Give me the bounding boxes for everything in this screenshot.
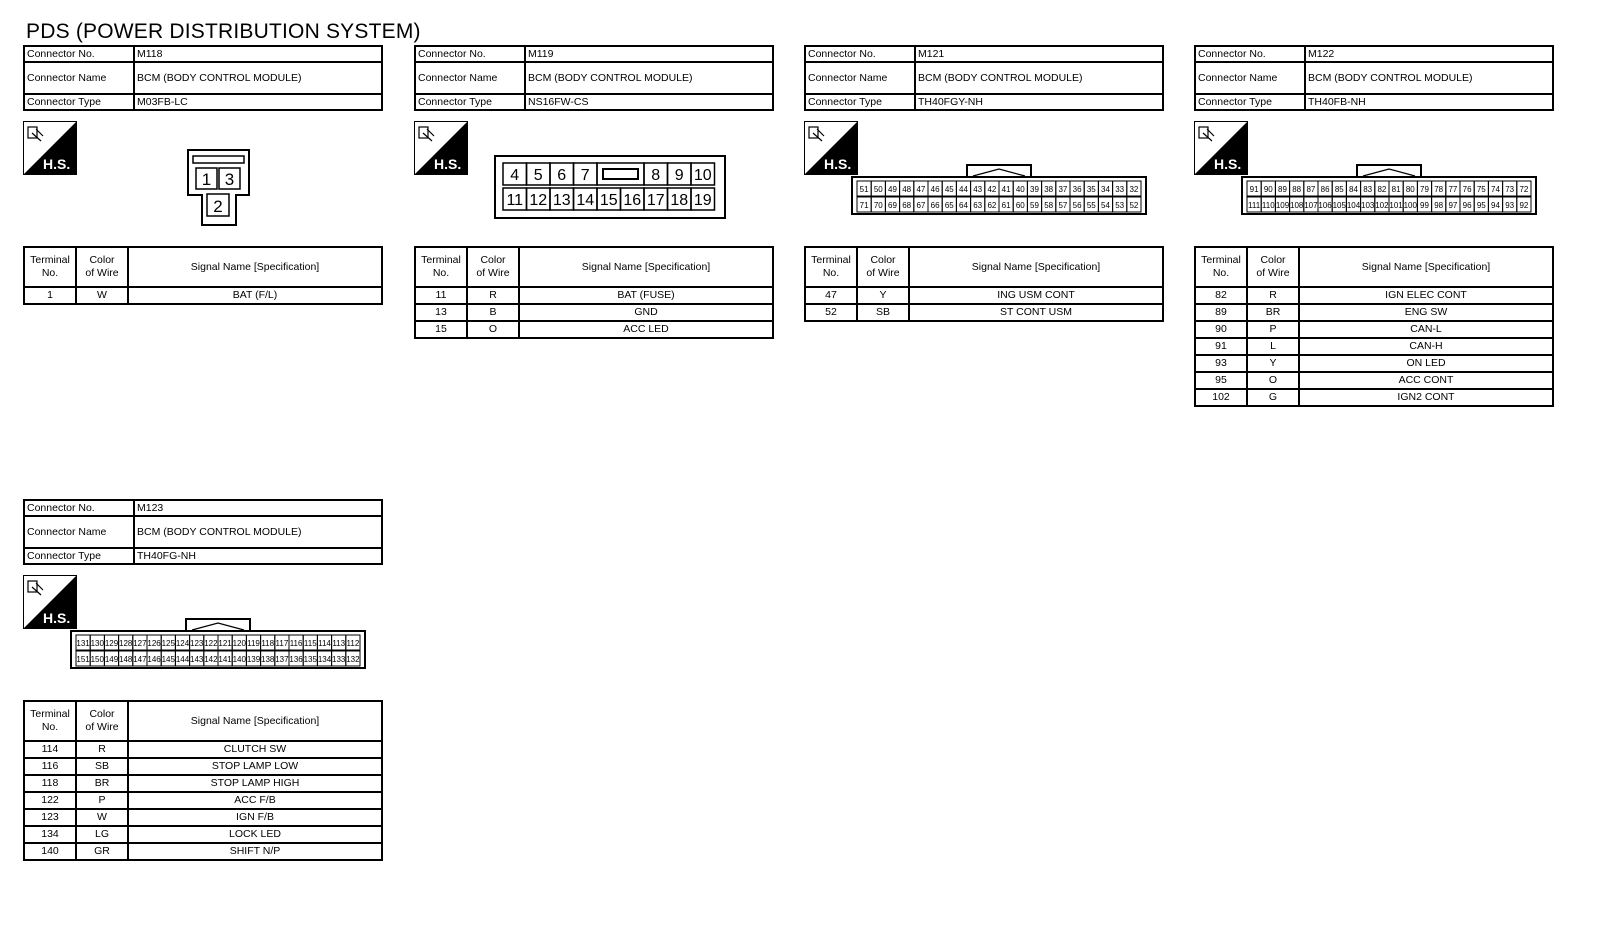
pin-number: 109 bbox=[1275, 201, 1290, 210]
page-title: PDS (POWER DISTRIBUTION SYSTEM) bbox=[26, 20, 421, 43]
pin-number: 49 bbox=[888, 185, 897, 194]
pin-number: 120 bbox=[232, 639, 246, 648]
connector-type-label: Connector Type bbox=[415, 94, 525, 110]
pin-number: 32 bbox=[1129, 185, 1139, 194]
pin-number: 131 bbox=[76, 639, 90, 648]
pin-number: 38 bbox=[1044, 185, 1054, 194]
pin-number: 40 bbox=[1015, 185, 1025, 194]
connector-block-m118 bbox=[23, 45, 383, 301]
connector-no-label: Connector No. bbox=[1195, 46, 1305, 62]
pin-number: 74 bbox=[1491, 185, 1500, 194]
pin-number: 56 bbox=[1072, 201, 1082, 210]
pin-number: 86 bbox=[1320, 185, 1330, 194]
pin-number: 52 bbox=[1129, 201, 1139, 210]
pin-number: 73 bbox=[1505, 185, 1515, 194]
hs-label: H.S. bbox=[434, 156, 462, 172]
table-row: 102 G IGN2 CONT bbox=[1195, 389, 1553, 406]
connector-type-value: TH40FGY-NH bbox=[915, 94, 1163, 110]
pin-number: 106 bbox=[1318, 201, 1332, 210]
pin-number: 138 bbox=[261, 655, 275, 664]
pin-number: 78 bbox=[1434, 185, 1444, 194]
pin-number: 18 bbox=[670, 192, 689, 209]
pin-number: 66 bbox=[930, 201, 940, 210]
pin-number: 19 bbox=[693, 192, 712, 209]
pin-number: 8 bbox=[651, 167, 661, 184]
connector-info-table bbox=[23, 499, 383, 565]
pin-number: 129 bbox=[104, 639, 119, 648]
pin-number: 57 bbox=[1058, 201, 1068, 210]
pin-number: 146 bbox=[147, 655, 161, 664]
connector-name-label: Connector Name bbox=[24, 62, 134, 94]
pin-number: 82 bbox=[1377, 185, 1387, 194]
pin-number: 107 bbox=[1304, 201, 1318, 210]
connector-no-value: M121 bbox=[915, 46, 1163, 62]
pin-number: 44 bbox=[959, 185, 968, 194]
pin-number: 140 bbox=[232, 655, 246, 664]
connector-no-value: M118 bbox=[134, 46, 382, 62]
pin-number: 134 bbox=[317, 655, 332, 664]
connector-face-m121 bbox=[851, 163, 1147, 215]
pin-number: 108 bbox=[1290, 201, 1304, 210]
connector-type-label: Connector Type bbox=[24, 94, 134, 110]
svg-text:1: 1 bbox=[201, 170, 212, 189]
pin-number: 34 bbox=[1101, 185, 1110, 194]
table-row: 123 W IGN F/B bbox=[24, 809, 382, 826]
pin-number: 113 bbox=[332, 639, 346, 648]
pin-number: 51 bbox=[859, 185, 869, 194]
pin-number: 133 bbox=[332, 655, 346, 664]
pin-number: 85 bbox=[1334, 185, 1344, 194]
pin-number: 116 bbox=[289, 639, 303, 648]
connector-type-label: Connector Type bbox=[805, 94, 915, 110]
pin-number: 114 bbox=[318, 639, 331, 648]
table-row: 52 SB ST CONT USM bbox=[805, 304, 1163, 321]
connector-face-m119 bbox=[494, 155, 726, 219]
pin-number: 55 bbox=[1086, 201, 1096, 210]
pin-number: 136 bbox=[289, 655, 303, 664]
table-row: 122 P ACC F/B bbox=[24, 792, 382, 809]
table-row: 134 LG LOCK LED bbox=[24, 826, 382, 843]
pin-number: 128 bbox=[119, 639, 133, 648]
pin-number: 80 bbox=[1405, 185, 1415, 194]
table-row: 15 O ACC LED bbox=[415, 321, 773, 338]
connector-info-table bbox=[804, 45, 1164, 111]
pin-number: 65 bbox=[944, 201, 954, 210]
color-header: Color of Wire bbox=[1247, 247, 1299, 287]
pin-number: 43 bbox=[973, 185, 983, 194]
harness-side-icon bbox=[1194, 121, 1248, 175]
pin-number: 48 bbox=[902, 185, 912, 194]
connector-face-m118 bbox=[187, 149, 251, 227]
pin-number: 79 bbox=[1420, 185, 1429, 194]
table-row: 90 P CAN-L bbox=[1195, 321, 1553, 338]
hs-label: H.S. bbox=[43, 156, 71, 172]
color-header: Color of Wire bbox=[467, 247, 519, 287]
pin-number: 145 bbox=[161, 655, 175, 664]
signal-header: Signal Name [Specification] bbox=[909, 247, 1163, 287]
table-row: 114 R CLUTCH SW bbox=[24, 741, 382, 758]
connector-no-label: Connector No. bbox=[805, 46, 915, 62]
connector-type-label: Connector Type bbox=[24, 548, 134, 564]
connector-name-label: Connector Name bbox=[805, 62, 915, 94]
pin-number: 7 bbox=[580, 167, 590, 184]
pin-number: 147 bbox=[133, 655, 147, 664]
connector-face-m122 bbox=[1241, 163, 1537, 215]
pin-number: 135 bbox=[303, 655, 317, 664]
terminal-header: Terminal No. bbox=[24, 247, 76, 287]
pin-number: 35 bbox=[1086, 185, 1096, 194]
connector-no-value: M119 bbox=[525, 46, 773, 62]
pin-number: 110 bbox=[1261, 201, 1275, 210]
pin-number: 46 bbox=[930, 185, 940, 194]
harness-side-icon bbox=[23, 575, 77, 629]
pin-number: 130 bbox=[90, 639, 104, 648]
color-header: Color of Wire bbox=[76, 247, 128, 287]
table-row: 93 Y ON LED bbox=[1195, 355, 1553, 372]
pin-number: 87 bbox=[1306, 185, 1316, 194]
pin-number: 33 bbox=[1115, 185, 1125, 194]
pin-number: 94 bbox=[1491, 201, 1500, 210]
table-row: 118 BR STOP LAMP HIGH bbox=[24, 775, 382, 792]
pin-number: 70 bbox=[873, 201, 883, 210]
pin-number: 125 bbox=[161, 639, 175, 648]
hs-label: H.S. bbox=[1214, 156, 1242, 172]
terminal-header: Terminal No. bbox=[1195, 247, 1247, 287]
pin-number: 37 bbox=[1058, 185, 1068, 194]
signal-header: Signal Name [Specification] bbox=[128, 701, 382, 741]
connector-no-label: Connector No. bbox=[24, 500, 134, 516]
connector-name-value: BCM (BODY CONTROL MODULE) bbox=[1305, 62, 1553, 94]
connector-name-label: Connector Name bbox=[1195, 62, 1305, 94]
pin-number: 36 bbox=[1072, 185, 1082, 194]
pin-number: 39 bbox=[1030, 185, 1039, 194]
pin-number: 127 bbox=[133, 639, 147, 648]
pin-number: 90 bbox=[1263, 185, 1273, 194]
pin-number: 111 bbox=[1248, 201, 1261, 210]
pin-number: 68 bbox=[902, 201, 912, 210]
pin-number: 88 bbox=[1292, 185, 1302, 194]
pin-number: 81 bbox=[1391, 185, 1401, 194]
pin-number: 97 bbox=[1448, 201, 1458, 210]
connector-name-value: BCM (BODY CONTROL MODULE) bbox=[915, 62, 1163, 94]
pin-number: 58 bbox=[1044, 201, 1054, 210]
pin-number: 17 bbox=[646, 192, 665, 209]
pin-number: 4 bbox=[510, 167, 520, 184]
pin-number: 69 bbox=[888, 201, 897, 210]
table-row: 116 SB STOP LAMP LOW bbox=[24, 758, 382, 775]
pin-number: 95 bbox=[1476, 201, 1486, 210]
pin-number: 103 bbox=[1361, 201, 1375, 210]
pin-number: 12 bbox=[529, 192, 548, 209]
connector-no-label: Connector No. bbox=[415, 46, 525, 62]
pin-number: 6 bbox=[557, 167, 567, 184]
pin-number: 75 bbox=[1476, 185, 1486, 194]
connector-block-m122 bbox=[1194, 45, 1554, 403]
pin-number: 9 bbox=[674, 167, 684, 184]
table-row: 91 L CAN-H bbox=[1195, 338, 1553, 355]
pin-number: 71 bbox=[859, 201, 869, 210]
harness-side-icon bbox=[23, 121, 77, 175]
pin-number: 141 bbox=[218, 655, 232, 664]
table-row: 1 W BAT (F/L) bbox=[24, 287, 382, 304]
pin-number: 5 bbox=[533, 167, 543, 184]
terminal-table-m123 bbox=[23, 700, 383, 861]
pin-number: 121 bbox=[218, 639, 232, 648]
table-row: 82 R IGN ELEC CONT bbox=[1195, 287, 1553, 304]
pin-number: 123 bbox=[190, 639, 204, 648]
connector-no-label: Connector No. bbox=[24, 46, 134, 62]
connector-block-m121 bbox=[804, 45, 1164, 318]
connector-type-value: M03FB-LC bbox=[134, 94, 382, 110]
pin-number: 62 bbox=[987, 201, 997, 210]
harness-side-icon bbox=[804, 121, 858, 175]
pin-number: 64 bbox=[959, 201, 968, 210]
pin-number: 118 bbox=[261, 639, 275, 648]
pin-number: 100 bbox=[1403, 201, 1417, 210]
pin-number: 47 bbox=[916, 185, 926, 194]
connector-block-m123 bbox=[23, 499, 383, 857]
pin-number: 104 bbox=[1346, 201, 1361, 210]
connector-info-table bbox=[23, 45, 383, 111]
pin-number: 41 bbox=[1001, 185, 1011, 194]
pin-number: 143 bbox=[190, 655, 204, 664]
pin-number: 72 bbox=[1519, 185, 1529, 194]
pin-number: 122 bbox=[204, 639, 218, 648]
connector-info-table bbox=[414, 45, 774, 111]
pin-number: 98 bbox=[1434, 201, 1444, 210]
signal-header: Signal Name [Specification] bbox=[1299, 247, 1553, 287]
terminal-table-m122 bbox=[1194, 246, 1554, 407]
connector-name-value: BCM (BODY CONTROL MODULE) bbox=[134, 62, 382, 94]
pin-number: 76 bbox=[1462, 185, 1472, 194]
connector-name-label: Connector Name bbox=[24, 516, 134, 548]
pin-number: 126 bbox=[147, 639, 161, 648]
svg-text:3: 3 bbox=[224, 170, 235, 189]
connector-face-m123 bbox=[70, 617, 366, 669]
pin-number: 53 bbox=[1115, 201, 1125, 210]
pin-number: 92 bbox=[1519, 201, 1529, 210]
pin-number: 115 bbox=[303, 639, 317, 648]
pin-number: 132 bbox=[346, 655, 360, 664]
table-row: 89 BR ENG SW bbox=[1195, 304, 1553, 321]
hs-label: H.S. bbox=[43, 610, 71, 626]
pin-number: 10 bbox=[693, 167, 712, 184]
connector-no-value: M122 bbox=[1305, 46, 1553, 62]
pin-number: 150 bbox=[90, 655, 104, 664]
connector-name-value: BCM (BODY CONTROL MODULE) bbox=[525, 62, 773, 94]
pin-number: 142 bbox=[204, 655, 218, 664]
pin-number: 60 bbox=[1015, 201, 1025, 210]
terminal-table-m121 bbox=[804, 246, 1164, 322]
harness-side-icon bbox=[414, 121, 468, 175]
pin-number: 63 bbox=[973, 201, 983, 210]
table-row: 95 O ACC CONT bbox=[1195, 372, 1553, 389]
pin-number: 84 bbox=[1349, 185, 1358, 194]
pin-number: 137 bbox=[275, 655, 289, 664]
connector-name-label: Connector Name bbox=[415, 62, 525, 94]
connector-no-value: M123 bbox=[134, 500, 382, 516]
terminal-header: Terminal No. bbox=[805, 247, 857, 287]
pin-number: 77 bbox=[1448, 185, 1458, 194]
pin-number: 54 bbox=[1101, 201, 1110, 210]
pin-number: 124 bbox=[175, 639, 190, 648]
pin-number: 42 bbox=[987, 185, 997, 194]
connector-block-m119 bbox=[414, 45, 774, 335]
pin-number: 15 bbox=[599, 192, 618, 209]
pin-number: 96 bbox=[1462, 201, 1472, 210]
pin-number: 16 bbox=[623, 192, 642, 209]
pin-number: 105 bbox=[1332, 201, 1346, 210]
table-row: 47 Y ING USM CONT bbox=[805, 287, 1163, 304]
pin-number: 139 bbox=[246, 655, 261, 664]
pin-number: 11 bbox=[506, 192, 524, 209]
pin-number: 151 bbox=[76, 655, 90, 664]
signal-header: Signal Name [Specification] bbox=[128, 247, 382, 287]
pin-number: 45 bbox=[944, 185, 954, 194]
pin-number: 67 bbox=[916, 201, 926, 210]
connector-type-value: NS16FW-CS bbox=[525, 94, 773, 110]
table-row: 13 B GND bbox=[415, 304, 773, 321]
terminal-table-m119 bbox=[414, 246, 774, 339]
pin-number: 148 bbox=[119, 655, 133, 664]
color-header: Color of Wire bbox=[857, 247, 909, 287]
terminal-header: Terminal No. bbox=[24, 701, 76, 741]
pin-number: 59 bbox=[1030, 201, 1039, 210]
connector-name-value: BCM (BODY CONTROL MODULE) bbox=[134, 516, 382, 548]
pin-number: 91 bbox=[1249, 185, 1259, 194]
table-row: 11 R BAT (FUSE) bbox=[415, 287, 773, 304]
connector-type-label: Connector Type bbox=[1195, 94, 1305, 110]
pin-number: 89 bbox=[1278, 185, 1287, 194]
terminal-header: Terminal No. bbox=[415, 247, 467, 287]
pin-number: 50 bbox=[873, 185, 883, 194]
pin-number: 61 bbox=[1001, 201, 1011, 210]
pin-number: 112 bbox=[346, 639, 360, 648]
connector-type-value: TH40FB-NH bbox=[1305, 94, 1553, 110]
svg-text:2: 2 bbox=[213, 197, 223, 216]
table-row: 140 GR SHIFT N/P bbox=[24, 843, 382, 860]
signal-header: Signal Name [Specification] bbox=[519, 247, 773, 287]
pin-number: 99 bbox=[1420, 201, 1429, 210]
pin-number: 149 bbox=[104, 655, 119, 664]
pin-number: 93 bbox=[1505, 201, 1515, 210]
pin-number: 144 bbox=[175, 655, 190, 664]
hs-label: H.S. bbox=[824, 156, 852, 172]
pin-number: 102 bbox=[1375, 201, 1389, 210]
connector-info-table bbox=[1194, 45, 1554, 111]
terminal-table-m118 bbox=[23, 246, 383, 305]
pin-number: 119 bbox=[247, 639, 260, 648]
pin-number: 83 bbox=[1363, 185, 1373, 194]
connector-type-value: TH40FG-NH bbox=[134, 548, 382, 564]
pin-number: 13 bbox=[552, 192, 571, 209]
pin-number: 117 bbox=[275, 639, 289, 648]
color-header: Color of Wire bbox=[76, 701, 128, 741]
pin-number: 101 bbox=[1389, 201, 1403, 210]
pin-number: 14 bbox=[576, 192, 595, 209]
